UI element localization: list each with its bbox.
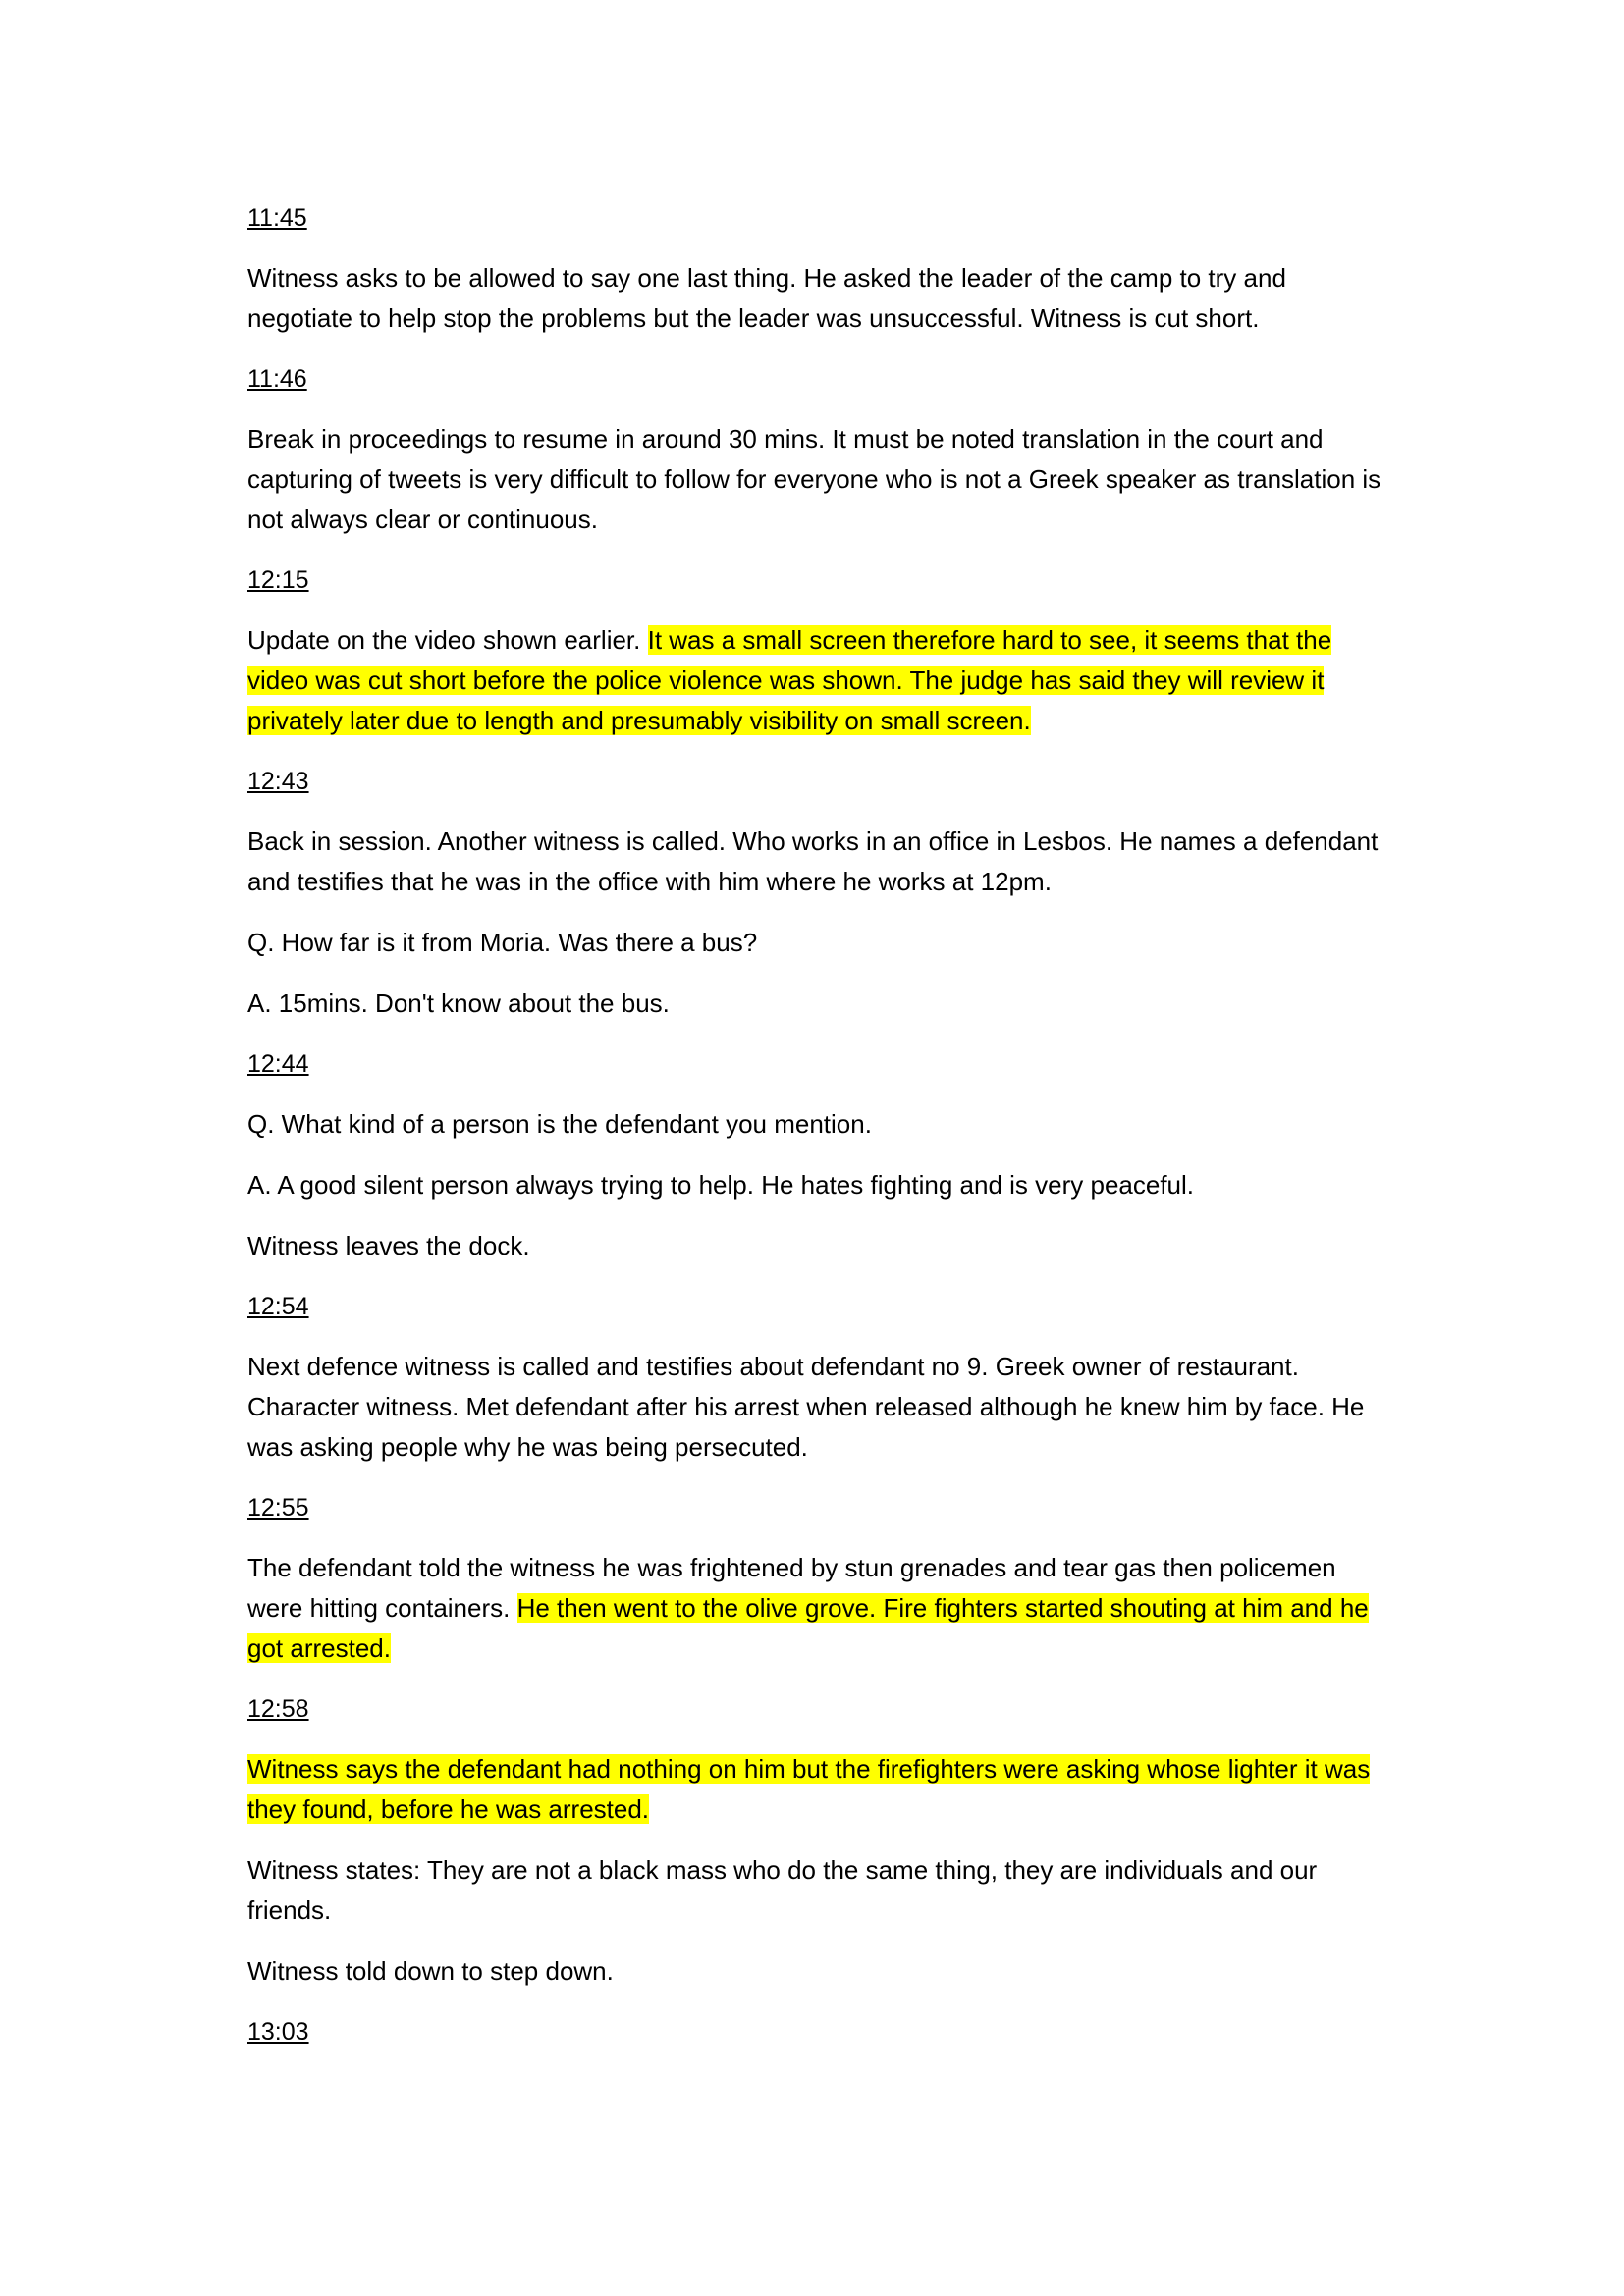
highlighted-text: He then went to the olive grove. Fire fighters started shouting at him and he got arrested.	[247, 1593, 1369, 1663]
question: Q. How far is it from Moria. Was there a bus?	[247, 928, 758, 957]
timestamp: 12:44	[247, 1050, 309, 1078]
answer: A. A good silent person always trying to help. He hates fighting and is very peaceful.	[247, 1170, 1195, 1200]
paragraph	[247, 1548, 1386, 1669]
timestamp: 12:54	[247, 1293, 309, 1320]
timestamp: 11:45	[247, 204, 307, 232]
paragraph-text: Update on the video shown earlier.	[247, 625, 648, 655]
timestamp: 12:55	[247, 1494, 309, 1522]
paragraph: Witness asks to be allowed to say one last thing. He asked the leader of the camp to try and negotiate to help stop the problems but the leader was unsuccessful. Witness is cut short.	[247, 263, 1286, 333]
paragraph	[247, 1749, 1386, 1830]
document-page	[247, 198, 1386, 2072]
paragraph: Witness told down to step down.	[247, 1956, 614, 1986]
paragraph: Next defence witness is called and testifies about defendant no 9. Greek owner of restaurant. Character witness. Met defendant after his arrest when released although he knew him by face. He was asking people why he was being persecuted.	[247, 1352, 1365, 1462]
highlighted-text: It was a small screen therefore hard to see, it seems that the video was cut short before the police violence was shown. The judge has said they will review it privately later due to length and presumably visibility on small screen.	[247, 625, 1332, 735]
paragraph: Back in session. Another witness is called. Who works in an office in Lesbos. He names a defendant and testifies that he was in the office with him where he works at 12pm.	[247, 827, 1379, 896]
paragraph	[247, 620, 1386, 741]
highlighted-text: Witness says the defendant had nothing on him but the firefighters were asking whose lighter it was they found, before he was arrested.	[247, 1754, 1371, 1824]
answer: A. 15mins. Don't know about the bus.	[247, 988, 670, 1018]
question: Q. What kind of a person is the defendant you mention.	[247, 1109, 872, 1139]
timestamp: 11:46	[247, 365, 307, 393]
paragraph: Witness states: They are not a black mass who do the same thing, they are individuals and our friends.	[247, 1855, 1318, 1925]
paragraph-text: The defendant told the witness he was frightened by stun grenades and tear gas then policemen were hitting containers.	[247, 1553, 1336, 1623]
timestamp: 12:43	[247, 768, 309, 795]
timestamp: 12:15	[247, 566, 309, 594]
paragraph: Break in proceedings to resume in around 30 mins. It must be noted translation in the court and capturing of tweets is very difficult to follow for everyone who is not a Greek speaker as translation is not always clear or continuous.	[247, 424, 1381, 534]
timestamp: 13:03	[247, 2018, 309, 2046]
paragraph: Witness leaves the dock.	[247, 1231, 530, 1260]
timestamp: 12:58	[247, 1695, 309, 1723]
